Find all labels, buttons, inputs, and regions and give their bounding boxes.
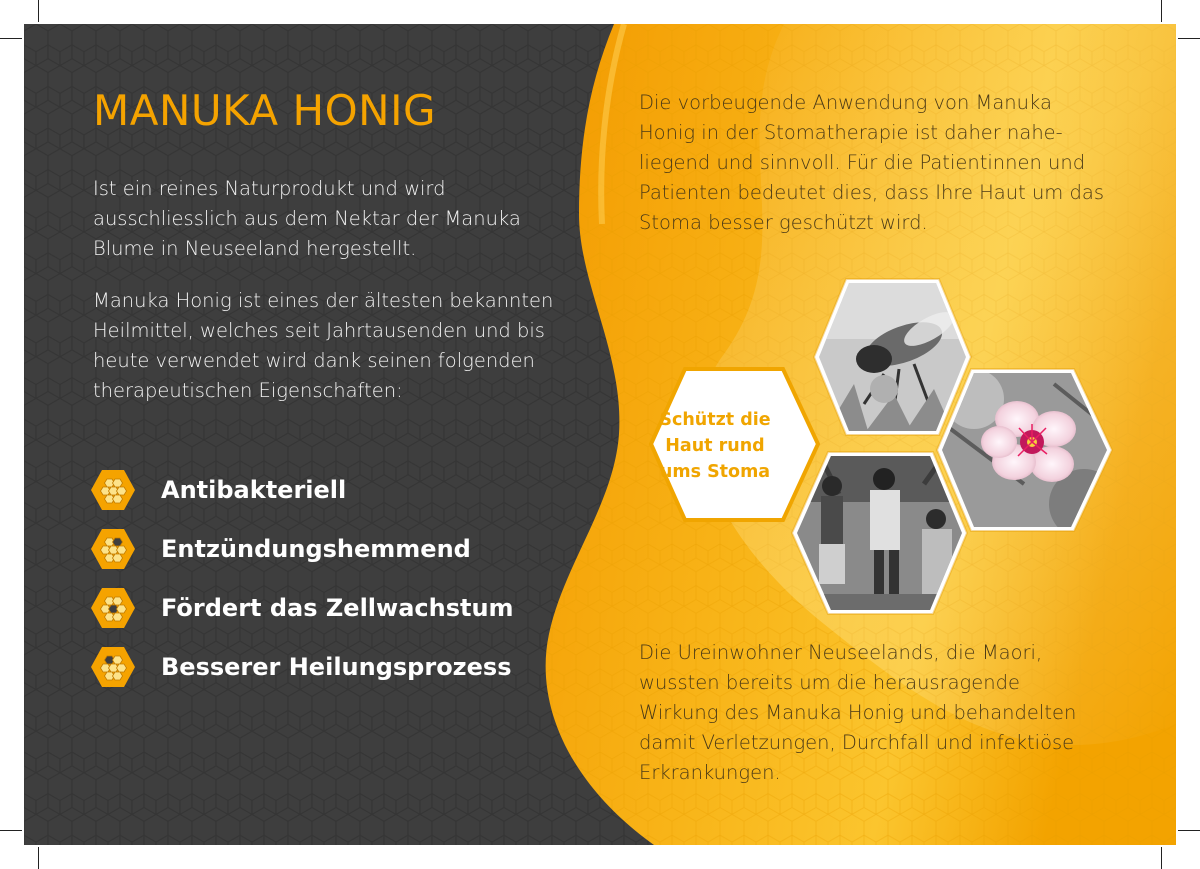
properties-list — [90, 460, 514, 696]
property-item — [90, 460, 514, 519]
crop-mark — [1178, 830, 1200, 831]
crop-mark — [1161, 0, 1162, 22]
crop-mark — [0, 38, 22, 39]
crop-mark — [1161, 847, 1162, 869]
honeycomb-icon — [90, 526, 136, 572]
honeycomb-icon — [90, 585, 136, 631]
property-label: Entzündungshemmend — [161, 534, 471, 563]
maori-paragraph: Die Ureinwohner Neuseelands, die Maori, wussten bereits um die herausragende Wirkung des Manuka Honig und behandelten damit Verletzungen, Durchfall und infektiöse Erkrankungen. — [639, 641, 1077, 784]
intro-paragraph: Ist ein reines Naturprodukt und wird ausschliesslich aus dem Nektar der Manuka Blume in Neuseeland hergestellt. — [93, 177, 521, 260]
callout-text: Schützt die Haut rund ums Stoma — [659, 410, 771, 482]
crop-mark — [0, 830, 22, 831]
crop-mark — [38, 0, 39, 22]
honeycomb-icon — [90, 644, 136, 690]
property-label: Fördert das Zellwachstum — [161, 593, 514, 622]
application-paragraph: Die vorbeugende Anwendung von Manuka Honig in der Stomatherapie ist daher nahe-liegend und sinnvoll. Für die Patientinnen und Patienten bedeutet dies, dass Ihre Haut um das Stoma besser geschützt wird. — [639, 91, 1104, 234]
page-title: MANUKA HONIG — [93, 86, 437, 135]
history-paragraph: Manuka Honig ist eines der ältesten bekannten Heilmittel, welches seit Jahrtausenden und bis heute verwendet wird dank seinen folgenden therapeutischen Eigenschaften: — [93, 289, 554, 402]
honeycomb-icon — [90, 467, 136, 513]
crop-mark — [38, 847, 39, 869]
flyer-card — [24, 24, 1176, 845]
property-item — [90, 519, 514, 578]
property-label: Besserer Heilungsprozess — [161, 652, 512, 681]
property-item — [90, 578, 514, 637]
property-item — [90, 637, 514, 696]
property-label: Antibakteriell — [161, 475, 347, 504]
crop-mark — [1178, 38, 1200, 39]
